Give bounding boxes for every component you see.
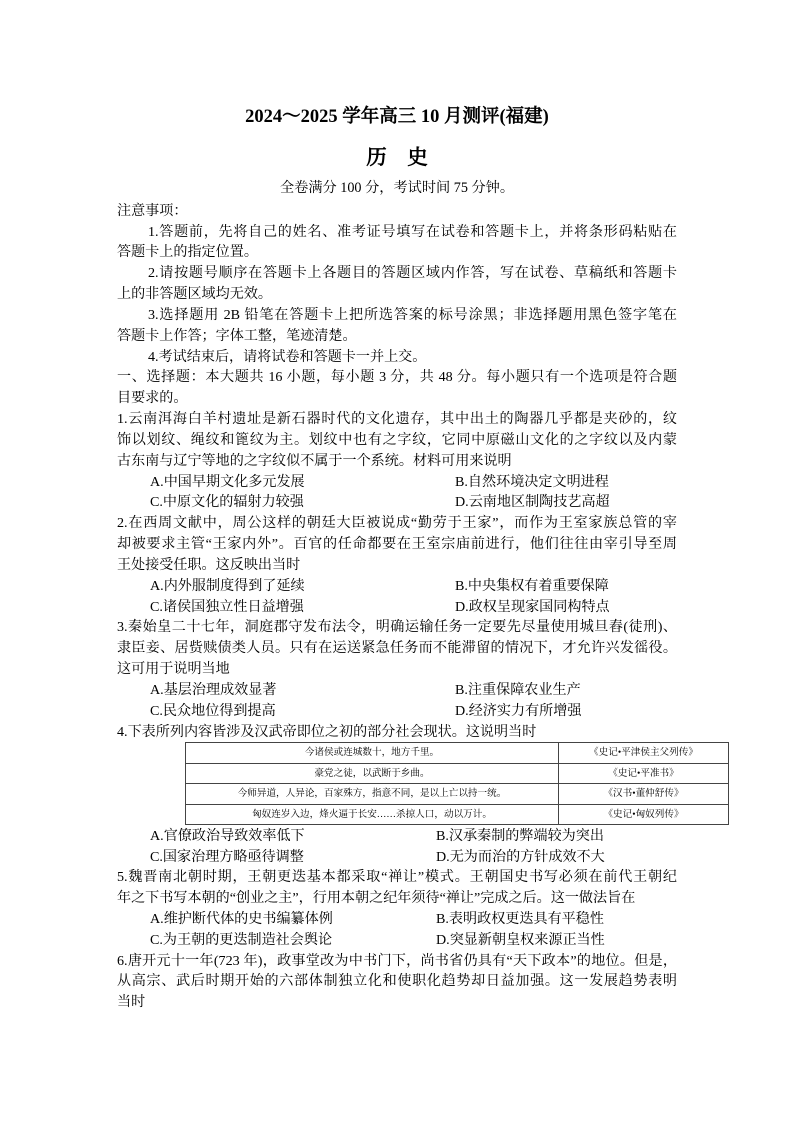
section-heading-line-2: 目要求的。 [117, 390, 188, 407]
question-3-option-b: B.注重保障农业生产 [455, 681, 581, 698]
source-quote-cell: 今师异道，人异论，百家殊方，指意不同，是以上亡以持一统。 [186, 784, 559, 805]
question-4-option-b: B.汉承秦制的弊端较为突出 [436, 827, 604, 844]
question-3-stem-line-1: 3.秦始皇二十七年，洞庭郡守发布法令，明确运输任务一定要先尽量使用城旦舂(徒刑)、 [117, 619, 677, 636]
question-5-option-b: B.表明政权更迭具有平稳性 [436, 911, 604, 927]
question-2-options-row-2 [117, 597, 677, 618]
question-1-options-row-1 [117, 472, 677, 493]
source-table-row [186, 784, 729, 805]
source-quote-cell: 豪党之徒，以武断于乡曲。 [186, 763, 559, 784]
question-5-options-row-2 [117, 930, 677, 951]
question-1-stem-line-1: 1.云南洱海白羊村遗址是新石器时代的文化遗存，其中出土的陶器几乎都是夹砂的，纹 [117, 411, 677, 428]
question-6-stem-line-2: 从高宗、武后时期开始的六部体制独立化和使职化趋势却日益加强。这一发展趋势表明 [117, 973, 677, 990]
source-table-row [186, 804, 729, 825]
section-heading-line-1: 一、选择题：本大题共 16 小题，每小题 3 分，共 48 分。每小题只有一个选项是符合题 [117, 369, 677, 386]
question-4-option-a: A.官僚政治导致效率低下 [150, 827, 305, 844]
source-quote-cell: 匈奴连岁入边，烽火逼于长安……杀掠人口，动以万计。 [186, 804, 559, 825]
question-3-option-c: C.民众地位得到提高 [150, 702, 276, 719]
question-5-option-a: A.维护断代体的史书编纂体例 [150, 911, 333, 927]
question-4-options-row-2 [117, 847, 677, 868]
notice-item-3-line-1: 3.选择题用 2B 铅笔在答题卡上把所选答案的标号涂黑；非选择题用黑色签字笔在 [148, 306, 677, 323]
question-3-option-a: A.基层治理成效显著 [150, 681, 277, 698]
question-4-option-c: C.国家治理方略亟待调整 [150, 848, 304, 865]
question-1-option-c: C.中原文化的辐射力较强 [150, 494, 304, 511]
source-quote-cell: 今诸侯或连城数十，地方千里。 [186, 743, 559, 764]
notice-item-2-line-2: 上的非答题区域均无效。 [117, 286, 273, 303]
question-3-options-row-1 [117, 680, 677, 701]
question-2-options-row-1 [117, 576, 677, 597]
notice-item-1-line-2: 答题卡上的指定位置。 [117, 244, 258, 261]
question-5-stem-line-2: 年之下书写本朝的“创业之主”，行用本朝之纪年须待“禅让”完成之后。这一做法旨在 [117, 890, 636, 907]
question-2-stem-line-1: 2.在西周文献中，周公这样的朝廷大臣被说成“勤劳于王家”，而作为王室家族总管的宰 [117, 515, 677, 532]
notice-item-1-line-1: 1.答题前，先将自己的姓名、准考证号填写在试卷和答题卡上，并将条形码粘贴在 [148, 223, 677, 240]
question-2-option-d: D.政权呈现家国同构特点 [455, 598, 610, 615]
source-citation-cell: 《史记•平准书》 [559, 763, 729, 784]
question-4-table-area [117, 742, 698, 825]
question-2-option-c: C.诸侯国独立性日益增强 [150, 598, 304, 615]
question-1-stem-line-3: 古东南与辽宁等地的之字纹似不属于一个系统。材料可用来说明 [117, 452, 512, 469]
question-1-stem-line-2: 饰以划纹、绳纹和篦纹为主。划纹中也有之字纹，它同中原磁山文化的之字纹以及内蒙 [117, 431, 677, 448]
question-5-stem-line-1: 5.魏晋南北朝时期，王朝更迭基本都采取“禅让”模式。王朝国史书写必须在前代王朝纪 [117, 869, 677, 886]
notice-item-2-line-1: 2.请按题号顺序在答题卡上各题目的答题区域内作答，写在试卷、草稿纸和答题卡 [148, 265, 677, 282]
question-6-stem-line-3: 当时 [117, 994, 146, 1011]
source-citation-cell: 《汉书•董仲舒传》 [559, 784, 729, 805]
question-3-stem-line-3: 这可用于说明当地 [117, 661, 230, 678]
notice-item-4-line-1: 4.考试结束后，请将试卷和答题卡一并上交。 [148, 348, 427, 365]
question-2-option-b: B.中央集权有着重要保障 [455, 577, 609, 594]
source-citation-cell: 《史记•匈奴列传》 [559, 804, 729, 825]
source-citation-cell: 《史记•平津侯主父列传》 [559, 743, 729, 764]
question-1-option-d: D.云南地区制陶技艺高超 [455, 494, 610, 511]
question-1-options-row-2 [117, 492, 677, 513]
question-2-stem-line-2: 却被要求主管“王家内外”。百官的任命都要在王室宗庙前进行，他们往往由宰引导至周 [117, 536, 677, 553]
question-3-options-row-2 [117, 701, 677, 722]
exam-body [117, 201, 698, 1013]
question-5-option-c: C.为王朝的更迭制造社会舆论 [150, 931, 333, 948]
question-5-options-row-1 [117, 909, 677, 930]
question-3-stem-line-2: 隶臣妾、居赀赎债类人员。只有在运送紧急任务而不能滞留的情况下，才允许兴发徭役。 [117, 640, 677, 657]
notice-heading: 注意事项： [117, 202, 188, 219]
question-3-option-d: D.经济实力有所增强 [455, 702, 582, 719]
question-4-options-row-1 [117, 826, 677, 847]
source-table-row [186, 743, 729, 764]
exam-title: 2024～2025 学年高三 10 月测评(福建) [245, 107, 549, 127]
question-1-option-a: A.中国早期文化多元发展 [150, 473, 305, 490]
question-5-option-d: D.突显新朝皇权来源正当性 [436, 931, 605, 948]
question-2-stem-line-3: 王处接受任职。这反映出当时 [117, 556, 301, 573]
question-6-stem-line-1: 6.唐开元十一年(723 年)，政事堂改为中书门下，尚书省仍具有“天下政本”的地位。但是， [117, 952, 677, 969]
question-4-stem-line-1: 4.下表所列内容皆涉及汉武帝即位之初的部分社会现状。这说明当时 [117, 723, 537, 740]
question-1-option-b: B.自然环境决定文明进程 [455, 473, 609, 490]
source-table [185, 742, 729, 825]
question-4-option-d: D.无为而治的方针成效不大 [436, 848, 605, 865]
exam-info: 全卷满分 100 分，考试时间 75 分钟。 [279, 180, 515, 196]
source-table-row [186, 763, 729, 784]
subject-heading: 历 史 [366, 147, 428, 169]
notice-item-3-line-2: 答题卡上作答；字体工整，笔迹清楚。 [117, 327, 357, 344]
question-2-option-a: A.内外服制度得到了延续 [150, 577, 305, 594]
